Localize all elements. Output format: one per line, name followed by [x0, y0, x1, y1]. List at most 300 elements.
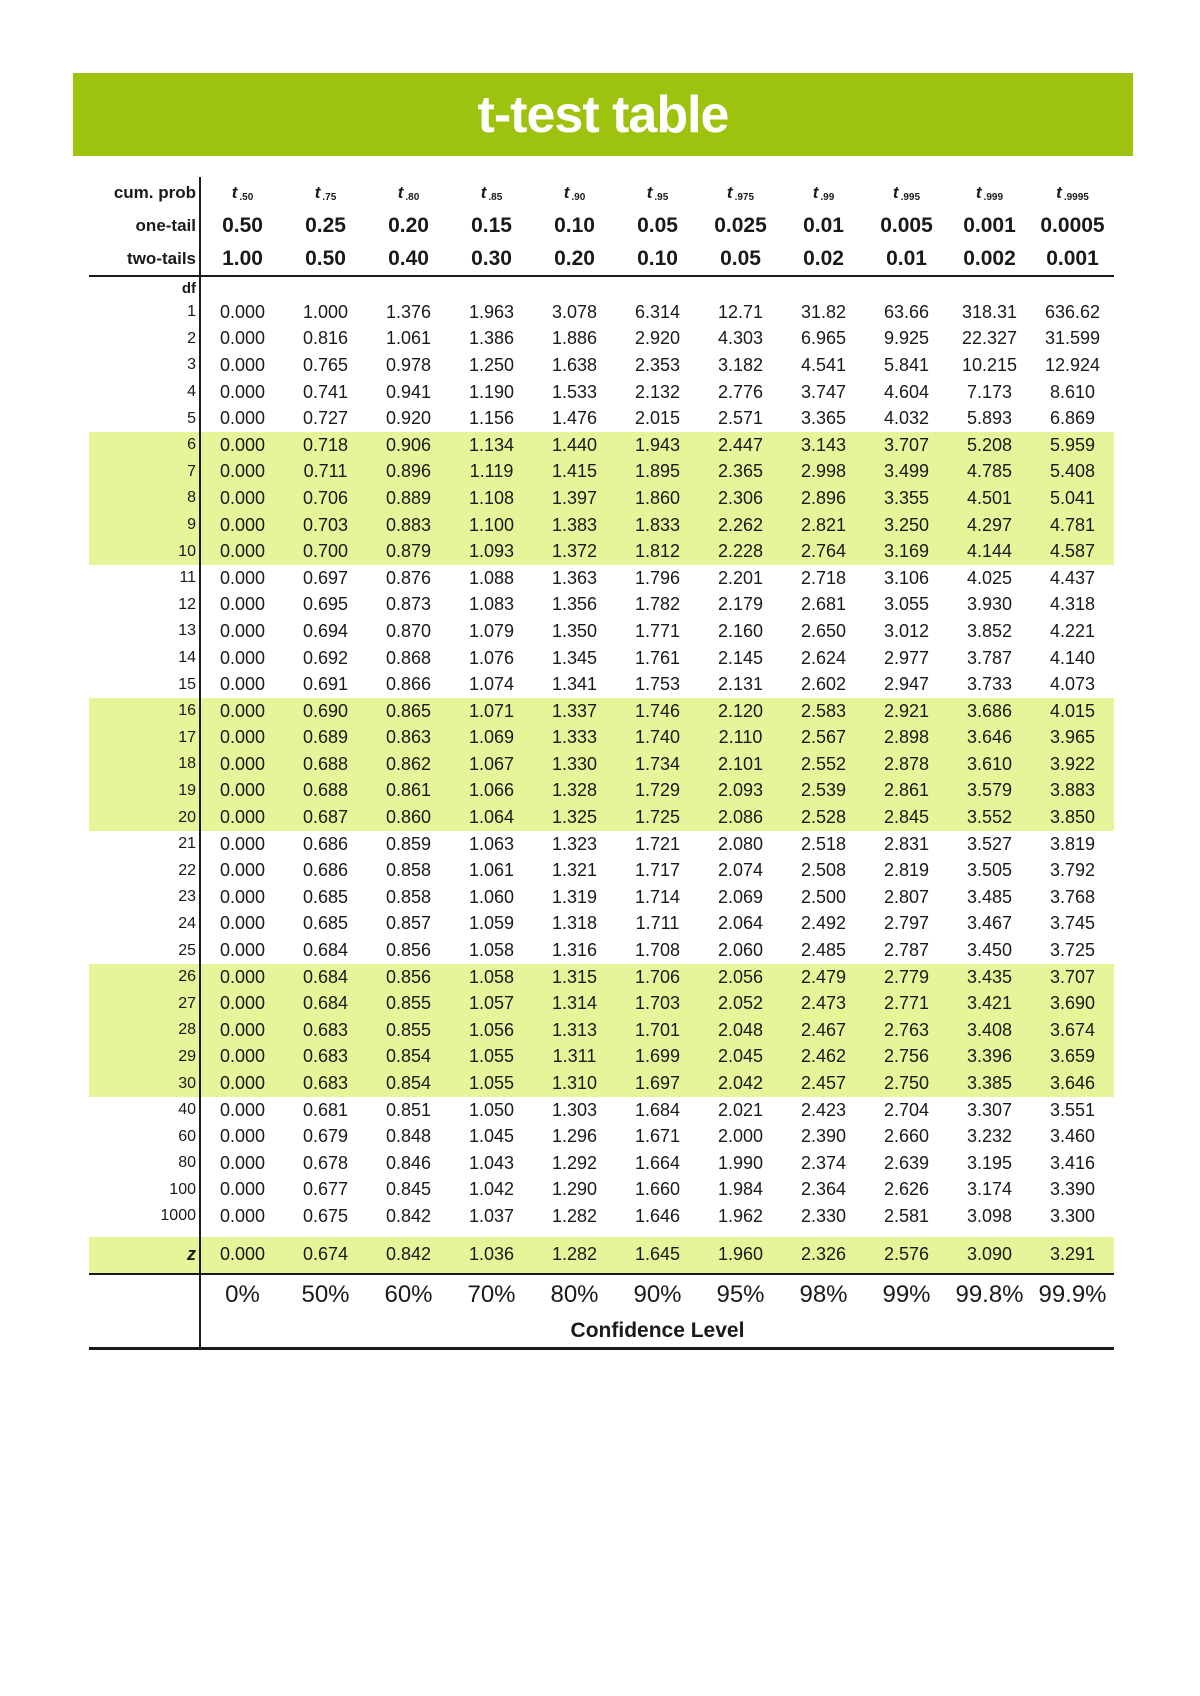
t-subscript: .75 — [322, 192, 337, 203]
confidence-cell: 90% — [633, 1280, 682, 1308]
df-cell: 11 — [89, 565, 200, 592]
value-cell: 3.690 — [1031, 990, 1114, 1017]
value-cell: 3.460 — [1049, 1126, 1096, 1147]
value-cell: 3.852 — [966, 620, 1013, 641]
value-cell: 0.858 — [385, 886, 432, 907]
df-cell: 3 — [89, 352, 200, 379]
df-spacer-cell — [533, 276, 616, 299]
table-row — [89, 698, 1114, 725]
table-row — [89, 1177, 1114, 1204]
value-cell: 0.896 — [367, 459, 450, 486]
value-cell: 8.610 — [1049, 381, 1096, 402]
value-cell: 1.717 — [634, 860, 681, 881]
confidence-blank — [89, 1274, 200, 1315]
value-cell: 2.042 — [699, 1070, 782, 1097]
value-cell: 1.753 — [634, 674, 681, 695]
value-cell: 2.110 — [699, 725, 782, 752]
value-cell: 3.527 — [966, 833, 1013, 854]
table-row — [89, 565, 1114, 592]
one-tail-cell: 0.05 — [637, 214, 678, 237]
value-cell: 1.740 — [616, 725, 699, 752]
value-cell: 1.000 — [302, 301, 349, 322]
value-cell: 3.307 — [966, 1099, 1013, 1120]
one-tail-cell: 0.10 — [554, 214, 595, 237]
t-subscript: .999 — [983, 192, 1004, 203]
value-cell: 1.042 — [468, 1179, 515, 1200]
value-cell: 5.959 — [1031, 432, 1114, 459]
value-cell: 4.297 — [948, 512, 1031, 539]
df-cell: 1 — [89, 299, 200, 326]
value-cell: 1.055 — [450, 1044, 533, 1071]
t-symbol: t — [231, 183, 238, 202]
one-tail-cell: 0.0005 — [1040, 214, 1105, 237]
value-cell: 0.000 — [219, 913, 266, 934]
value-cell: 3.250 — [865, 512, 948, 539]
value-cell: 3.725 — [1049, 940, 1096, 961]
value-cell: 1.684 — [634, 1099, 681, 1120]
value-cell: 3.182 — [717, 354, 764, 375]
value-cell: 1.386 — [468, 328, 515, 349]
value-cell: 1.860 — [616, 485, 699, 512]
value-cell: 318.31 — [961, 301, 1018, 322]
value-cell: 2.583 — [782, 698, 865, 725]
two-tails-cell: 0.001 — [1031, 243, 1114, 276]
t-subscript: .95 — [654, 192, 669, 203]
value-cell: 1.060 — [468, 886, 515, 907]
value-cell: 0.876 — [385, 567, 432, 588]
value-cell: 2.567 — [782, 725, 865, 752]
value-cell: 3.485 — [966, 886, 1013, 907]
table-row — [89, 1097, 1114, 1124]
value-cell: 1.058 — [450, 964, 533, 991]
value-cell: 2.639 — [883, 1152, 930, 1173]
value-cell: 1.397 — [533, 485, 616, 512]
value-cell: 2.821 — [782, 512, 865, 539]
value-cell: 1.376 — [385, 301, 432, 322]
value-cell: 0.677 — [302, 1179, 349, 1200]
value-cell: 2.201 — [717, 567, 764, 588]
value-cell: 1.721 — [634, 833, 681, 854]
value-cell: 0.688 — [284, 778, 367, 805]
value-cell: 3.499 — [865, 459, 948, 486]
value-cell: 1.697 — [616, 1070, 699, 1097]
value-cell: 2.101 — [699, 751, 782, 778]
df-cell: 22 — [89, 857, 200, 884]
t-subscript: .80 — [405, 192, 420, 203]
value-cell: 1.067 — [450, 751, 533, 778]
value-cell: 2.048 — [699, 1017, 782, 1044]
value-cell: 1.984 — [717, 1179, 764, 1200]
value-cell: 4.587 — [1031, 538, 1114, 565]
t-symbol: t — [812, 183, 819, 202]
confidence-cell: 70% — [467, 1280, 516, 1308]
two-tails-cell: 0.20 — [533, 243, 616, 276]
value-cell: 0.000 — [219, 328, 266, 349]
df-spacer-cell — [616, 276, 699, 299]
two-tails-cell: 0.02 — [782, 243, 865, 276]
value-cell: 0.683 — [284, 1044, 367, 1071]
t-symbol: t — [480, 183, 487, 202]
confidence-cell: 60% — [384, 1280, 433, 1308]
table-row — [89, 831, 1114, 858]
two-tails-cell: 0.01 — [865, 243, 948, 276]
value-cell: 1.341 — [551, 674, 598, 695]
value-cell: 2.807 — [883, 886, 930, 907]
value-cell: 0.683 — [284, 1070, 367, 1097]
one-tail-cell: 0.005 — [880, 214, 933, 237]
spacer-cell — [367, 1230, 450, 1237]
spacer-cell — [865, 1230, 948, 1237]
value-cell: 0.846 — [385, 1152, 432, 1173]
value-cell: 1.108 — [450, 485, 533, 512]
table-row — [89, 671, 1114, 698]
value-cell: 3.195 — [966, 1152, 1013, 1173]
df-cell: 60 — [89, 1123, 200, 1150]
value-cell: 1.660 — [634, 1179, 681, 1200]
value-cell: 7.173 — [966, 381, 1013, 402]
t-subscript: .90 — [571, 192, 586, 203]
df-cell: 12 — [89, 592, 200, 619]
value-cell: 3.098 — [966, 1205, 1013, 1226]
value-cell: 0.906 — [367, 432, 450, 459]
df-spacer-cell — [699, 276, 782, 299]
value-cell: 1.250 — [468, 354, 515, 375]
value-cell: 1.056 — [450, 1017, 533, 1044]
value-cell: 1.699 — [616, 1044, 699, 1071]
value-cell: 2.763 — [865, 1017, 948, 1044]
value-cell: 0.000 — [219, 354, 266, 375]
value-cell: 4.437 — [1049, 567, 1096, 588]
value-cell: 2.787 — [883, 940, 930, 961]
df-spacer-cell — [948, 276, 1031, 299]
table-row — [89, 299, 1114, 326]
t-header-cell — [200, 177, 284, 209]
value-cell: 0.860 — [367, 804, 450, 831]
confidence-cell: 99.8% — [955, 1280, 1024, 1308]
value-cell: 1.088 — [468, 567, 515, 588]
value-cell: 1.725 — [616, 804, 699, 831]
value-cell: 2.064 — [717, 913, 764, 934]
z-value-cell: 2.326 — [782, 1237, 865, 1274]
value-cell: 3.408 — [948, 1017, 1031, 1044]
value-cell: 0.000 — [219, 833, 266, 854]
t-symbol: t — [1056, 183, 1062, 202]
value-cell: 2.921 — [865, 698, 948, 725]
confidence-cell: 99% — [882, 1280, 931, 1308]
value-cell: 0.685 — [302, 886, 349, 907]
t-symbol: t — [397, 183, 404, 202]
value-cell: 0.684 — [302, 940, 349, 961]
z-value-cell: 0.674 — [284, 1237, 367, 1274]
spacer-cell — [533, 1230, 616, 1237]
value-cell: 1.701 — [616, 1017, 699, 1044]
two-tails-cell: 0.30 — [450, 243, 533, 276]
value-cell: 2.056 — [699, 964, 782, 991]
spacer-cell — [450, 1230, 533, 1237]
value-cell: 0.000 — [219, 301, 266, 322]
value-cell: 0.692 — [302, 647, 349, 668]
confidence-cell: 0% — [225, 1280, 260, 1308]
value-cell: 2.052 — [699, 990, 782, 1017]
t-table — [89, 177, 1114, 1350]
table-row — [89, 352, 1114, 379]
value-cell: 0.000 — [219, 1099, 266, 1120]
value-cell: 1.708 — [634, 940, 681, 961]
value-cell: 2.160 — [717, 620, 764, 641]
value-cell: 0.883 — [367, 512, 450, 539]
value-cell: 2.771 — [865, 990, 948, 1017]
spacer-row — [89, 1230, 1114, 1237]
value-cell: 2.539 — [782, 778, 865, 805]
z-value-cell: 1.960 — [699, 1237, 782, 1274]
value-cell: 1.356 — [551, 594, 598, 615]
value-cell: 3.421 — [948, 990, 1031, 1017]
value-cell: 4.501 — [948, 485, 1031, 512]
value-cell: 3.551 — [1049, 1099, 1096, 1120]
value-cell: 3.355 — [865, 485, 948, 512]
z-value-cell: 1.645 — [616, 1237, 699, 1274]
value-cell: 4.144 — [948, 538, 1031, 565]
value-cell: 3.646 — [1031, 1070, 1114, 1097]
t-symbol: t — [975, 183, 982, 202]
value-cell: 0.873 — [385, 594, 432, 615]
value-cell: 0.000 — [200, 432, 284, 459]
value-cell: 1.057 — [450, 990, 533, 1017]
value-cell: 3.435 — [948, 964, 1031, 991]
value-cell: 3.768 — [1049, 886, 1096, 907]
one-tail-cell: 0.001 — [963, 214, 1016, 237]
value-cell: 2.179 — [717, 594, 764, 615]
value-cell: 0.678 — [302, 1152, 349, 1173]
value-cell: 1.074 — [468, 674, 515, 695]
value-cell: 2.552 — [782, 751, 865, 778]
table-row — [89, 857, 1114, 884]
value-cell: 3.385 — [948, 1070, 1031, 1097]
value-cell: 1.063 — [468, 833, 515, 854]
value-cell: 1.963 — [468, 301, 515, 322]
table-row — [89, 964, 1114, 991]
value-cell: 3.505 — [966, 860, 1013, 881]
table-row — [89, 778, 1114, 805]
value-cell: 3.707 — [865, 432, 948, 459]
spacer-cell — [284, 1230, 367, 1237]
value-cell: 0.000 — [219, 1152, 266, 1173]
table-row — [89, 432, 1114, 459]
value-cell: 5.208 — [948, 432, 1031, 459]
value-cell: 2.060 — [717, 940, 764, 961]
value-cell: 3.610 — [948, 751, 1031, 778]
two-tails-cell: 0.05 — [699, 243, 782, 276]
t-symbol: t — [892, 183, 899, 202]
df-spacer-cell — [1031, 276, 1114, 299]
value-cell: 0.679 — [302, 1126, 349, 1147]
value-cell: 1.337 — [533, 698, 616, 725]
value-cell: 2.120 — [699, 698, 782, 725]
value-cell: 1.316 — [551, 940, 598, 961]
df-cell: 25 — [89, 937, 200, 964]
value-cell: 2.145 — [717, 647, 764, 668]
t-header-cell — [1031, 177, 1114, 209]
value-cell: 10.215 — [961, 354, 1018, 375]
value-cell: 0.845 — [385, 1179, 432, 1200]
df-cell: 4 — [89, 379, 200, 406]
df-spacer-cell — [284, 276, 367, 299]
value-cell: 0.686 — [302, 860, 349, 881]
value-cell: 0.765 — [302, 354, 349, 375]
value-cell: 4.221 — [1049, 620, 1096, 641]
df-cell: 8 — [89, 485, 200, 512]
value-cell: 3.659 — [1031, 1044, 1114, 1071]
value-cell: 2.896 — [782, 485, 865, 512]
value-cell: 2.861 — [865, 778, 948, 805]
df-spacer-cell — [450, 276, 533, 299]
one-tail-cell: 0.15 — [471, 214, 512, 237]
value-cell: 0.000 — [200, 964, 284, 991]
df-cell: 23 — [89, 884, 200, 911]
value-cell: 0.000 — [200, 751, 284, 778]
value-cell: 2.015 — [634, 408, 681, 429]
value-cell: 2.423 — [800, 1099, 847, 1120]
value-cell: 4.604 — [883, 381, 930, 402]
value-cell: 0.859 — [385, 833, 432, 854]
table-row — [89, 326, 1114, 353]
value-cell: 0.941 — [385, 381, 432, 402]
value-cell: 22.327 — [961, 328, 1018, 349]
value-cell: 3.850 — [1031, 804, 1114, 831]
value-cell: 0.816 — [302, 328, 349, 349]
value-cell: 3.174 — [966, 1179, 1013, 1200]
table-row — [89, 1150, 1114, 1177]
value-cell: 0.697 — [302, 567, 349, 588]
value-cell: 3.674 — [1031, 1017, 1114, 1044]
value-cell: 2.457 — [782, 1070, 865, 1097]
value-cell: 3.747 — [800, 381, 847, 402]
t-header-cell — [284, 177, 367, 209]
value-cell: 3.745 — [1049, 913, 1096, 934]
value-cell: 0.000 — [200, 1044, 284, 1071]
value-cell: 2.518 — [800, 833, 847, 854]
df-cell: 26 — [89, 964, 200, 991]
value-cell: 2.045 — [699, 1044, 782, 1071]
value-cell: 3.733 — [966, 674, 1013, 695]
spacer-cell — [200, 1230, 284, 1237]
t-subscript: .99 — [820, 192, 835, 203]
t-symbol: t — [314, 183, 321, 202]
value-cell: 2.776 — [717, 381, 764, 402]
value-cell: 0.865 — [367, 698, 450, 725]
spacer-cell — [616, 1230, 699, 1237]
value-cell: 0.703 — [284, 512, 367, 539]
table-row — [89, 592, 1114, 619]
value-cell: 0.858 — [385, 860, 432, 881]
value-cell: 4.541 — [800, 354, 847, 375]
value-cell: 2.602 — [800, 674, 847, 695]
value-cell: 3.552 — [948, 804, 1031, 831]
value-cell: 0.687 — [284, 804, 367, 831]
value-cell: 0.000 — [219, 860, 266, 881]
value-cell: 0.855 — [367, 990, 450, 1017]
value-cell: 1.315 — [533, 964, 616, 991]
value-cell: 2.756 — [865, 1044, 948, 1071]
value-cell: 9.925 — [883, 328, 930, 349]
value-cell: 1.079 — [468, 620, 515, 641]
value-cell: 4.073 — [1049, 674, 1096, 695]
value-cell: 2.074 — [717, 860, 764, 881]
value-cell: 0.889 — [367, 485, 450, 512]
value-cell: 4.015 — [1031, 698, 1114, 725]
value-cell: 1.533 — [551, 381, 598, 402]
value-cell: 1.943 — [616, 432, 699, 459]
value-cell: 0.000 — [200, 1017, 284, 1044]
value-cell: 1.350 — [551, 620, 598, 641]
value-cell: 0.866 — [385, 674, 432, 695]
value-cell: 2.131 — [717, 674, 764, 695]
value-cell: 2.462 — [782, 1044, 865, 1071]
t-subscript: .975 — [734, 192, 755, 203]
value-cell: 1.372 — [533, 538, 616, 565]
value-cell: 1.313 — [533, 1017, 616, 1044]
value-cell: 1.729 — [616, 778, 699, 805]
value-cell: 1.290 — [551, 1179, 598, 1200]
value-cell: 1.796 — [634, 567, 681, 588]
df-cell: 24 — [89, 911, 200, 938]
value-cell: 6.965 — [800, 328, 847, 349]
value-cell: 5.841 — [883, 354, 930, 375]
value-cell: 1.076 — [468, 647, 515, 668]
value-cell: 1.323 — [551, 833, 598, 854]
value-cell: 2.571 — [717, 408, 764, 429]
value-cell: 4.785 — [948, 459, 1031, 486]
value-cell: 3.930 — [966, 594, 1013, 615]
value-cell: 2.485 — [800, 940, 847, 961]
t-subscript: .85 — [488, 192, 503, 203]
spacer-cell — [89, 1230, 200, 1237]
table-row — [89, 1017, 1114, 1044]
value-cell: 0.854 — [367, 1070, 450, 1097]
value-cell: 1.771 — [634, 620, 681, 641]
value-cell: 1.321 — [551, 860, 598, 881]
df-cell: 18 — [89, 751, 200, 778]
value-cell: 1.310 — [533, 1070, 616, 1097]
value-cell: 0.856 — [385, 940, 432, 961]
table-row — [89, 645, 1114, 672]
value-cell: 3.883 — [1031, 778, 1114, 805]
value-cell: 1.037 — [468, 1205, 515, 1226]
two-tails-cell: 0.40 — [367, 243, 450, 276]
value-cell: 2.920 — [634, 328, 681, 349]
value-cell: 0.000 — [219, 674, 266, 695]
value-cell: 2.000 — [717, 1126, 764, 1147]
value-cell: 0.863 — [367, 725, 450, 752]
one-tail-row — [89, 209, 1114, 243]
value-cell: 2.650 — [800, 620, 847, 641]
value-cell: 12.71 — [717, 301, 764, 322]
df-cell: 21 — [89, 831, 200, 858]
value-cell: 2.093 — [699, 778, 782, 805]
value-cell: 2.764 — [782, 538, 865, 565]
df-cell: 16 — [89, 698, 200, 725]
cum-prob-row — [89, 177, 1114, 209]
confidence-level-label: Confidence Level — [200, 1315, 1114, 1349]
table-row — [89, 884, 1114, 911]
value-cell: 3.365 — [800, 408, 847, 429]
value-cell: 63.66 — [883, 301, 930, 322]
value-cell: 0.684 — [284, 964, 367, 991]
t-symbol: t — [726, 183, 733, 202]
value-cell: 2.624 — [800, 647, 847, 668]
t-header-cell — [533, 177, 616, 209]
value-cell: 2.306 — [699, 485, 782, 512]
